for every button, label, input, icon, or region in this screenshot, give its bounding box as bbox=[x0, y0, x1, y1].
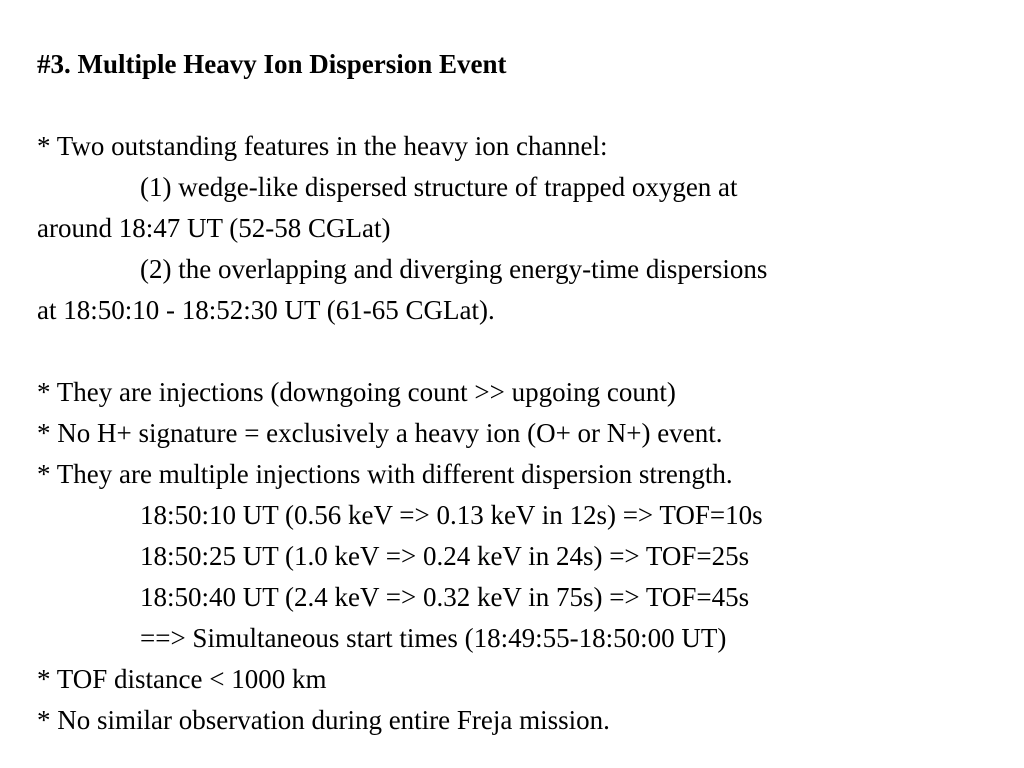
bullet-injections: * They are injections (downgoing count >> upgoing count) bbox=[37, 377, 676, 407]
feature-1-line-1: (1) wedge-like dispersed structure of trapped oxygen at bbox=[140, 172, 738, 202]
feature-2-line-2: at 18:50:10 - 18:52:30 UT (61-65 CGLat). bbox=[37, 295, 495, 325]
bullet-multiple-injections: * They are multiple injections with different dispersion strength. bbox=[37, 459, 733, 489]
injection-line-1: 18:50:10 UT (0.56 keV => 0.13 keV in 12s) => TOF=10s bbox=[140, 500, 763, 530]
injection-line-3: 18:50:40 UT (2.4 keV => 0.32 keV in 75s) => TOF=45s bbox=[140, 582, 750, 612]
spacer bbox=[37, 331, 997, 372]
bullet-no-similar-observation: * No similar observation during entire Freja mission. bbox=[37, 705, 610, 735]
bullet-tof-distance: * TOF distance < 1000 km bbox=[37, 664, 327, 694]
feature-intro: * Two outstanding features in the heavy ion channel: bbox=[37, 131, 608, 161]
slide-title: #3. Multiple Heavy Ion Dispersion Event bbox=[37, 49, 507, 79]
feature-1-line-2: around 18:47 UT (52-58 CGLat) bbox=[37, 213, 391, 243]
injection-line-2: 18:50:25 UT (1.0 keV => 0.24 keV in 24s) => TOF=25s bbox=[140, 541, 750, 571]
feature-2-line-1: (2) the overlapping and diverging energy-time dispersions bbox=[140, 254, 768, 284]
slide-content bbox=[37, 44, 997, 741]
spacer bbox=[37, 85, 997, 126]
bullet-no-h-signature: * No H+ signature = exclusively a heavy ion (O+ or N+) event. bbox=[37, 418, 723, 448]
injection-conclusion: ==> Simultaneous start times (18:49:55-18:50:00 UT) bbox=[140, 623, 727, 653]
